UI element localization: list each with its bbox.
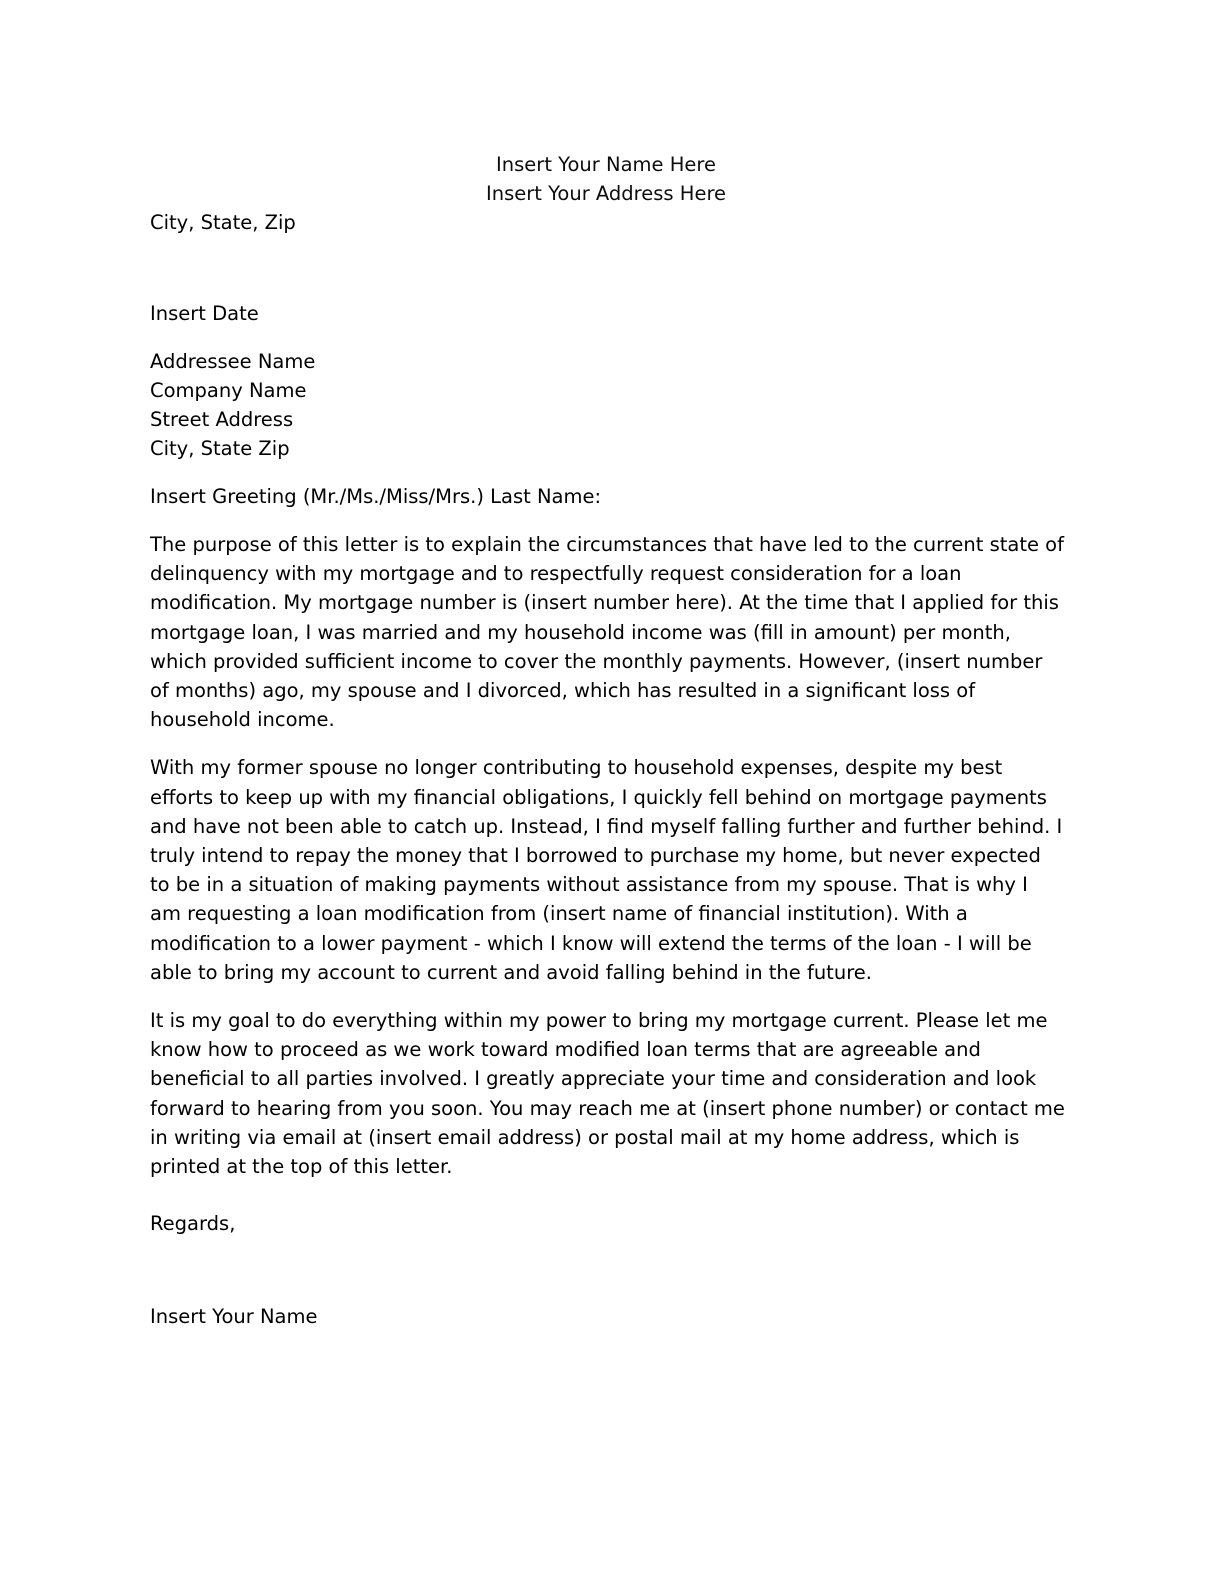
recipient-city-state-zip: City, State Zip [150, 437, 290, 460]
recipient-street: Street Address [150, 408, 294, 431]
letterhead [142, 150, 1070, 208]
spacer-after-recipient [150, 463, 1070, 482]
greeting-line: Insert Greeting (Mr./Ms./Miss/Mrs.) Last Name: [150, 485, 602, 508]
sender-address: Insert Your Address Here [485, 182, 727, 205]
date-line: Insert Date [150, 302, 259, 325]
signature-name: Insert Your Name [150, 1305, 318, 1329]
sender-city-state-zip: City, State, Zip [150, 211, 296, 234]
body-paragraph-1: The purpose of this letter is to explain the circumstances that have led to the current state of delinquency with my mortgage and to respectfully request consideration for a loan modification. My mortgage number is (insert number here). At the time that I applied for this mortgage loan, I was married and my household income was (fill in amount) per month, which provided sufficient income to cover the monthly payments. However, (insert number of months) ago, my spouse and I divorced, which has resulted in a significant loss of household income. [150, 533, 1064, 732]
recipient-block [150, 347, 1070, 463]
spacer-after-greeting [150, 511, 1070, 530]
sender-name: Insert Your Name Here [496, 153, 716, 176]
closing-line: Regards, [150, 1212, 236, 1236]
recipient-name: Addressee Name [150, 350, 316, 373]
signature-space [150, 1238, 1070, 1302]
body-paragraph-3: It is my goal to do everything within my power to bring my mortgage current. Please let me know how to proceed as we work toward modified loan terms that are agreeable and beneficial to all parties involved. I greatly appreciate your time and consideration and look forward to hearing from you soon. You may reach me at (insert phone number) or contact me in writing via email at (insert email address) or postal mail at my home address, which is printed at the top of this letter. [150, 1009, 1065, 1179]
recipient-company: Company Name [150, 379, 307, 402]
spacer-after-date [150, 328, 1070, 347]
body-paragraph-2: With my former spouse no longer contributing to household expenses, despite my best efforts to keep up with my financial obligations, I quickly fell behind on mortgage payments and have not been able to catch up. Instead, I find myself falling further and further behind. I truly intend to repay the money that I borrowed to purchase my home, but never expected to be in a situation of making payments without assistance from my spouse. That is why I am requesting a loan modification from (insert name of financial institution). With a modification to a lower payment - which I know will extend the terms of the loan - I will be able to bring my account to current and avoid falling behind in the future. [150, 756, 1063, 984]
spacer-after-letterhead [150, 237, 1070, 299]
